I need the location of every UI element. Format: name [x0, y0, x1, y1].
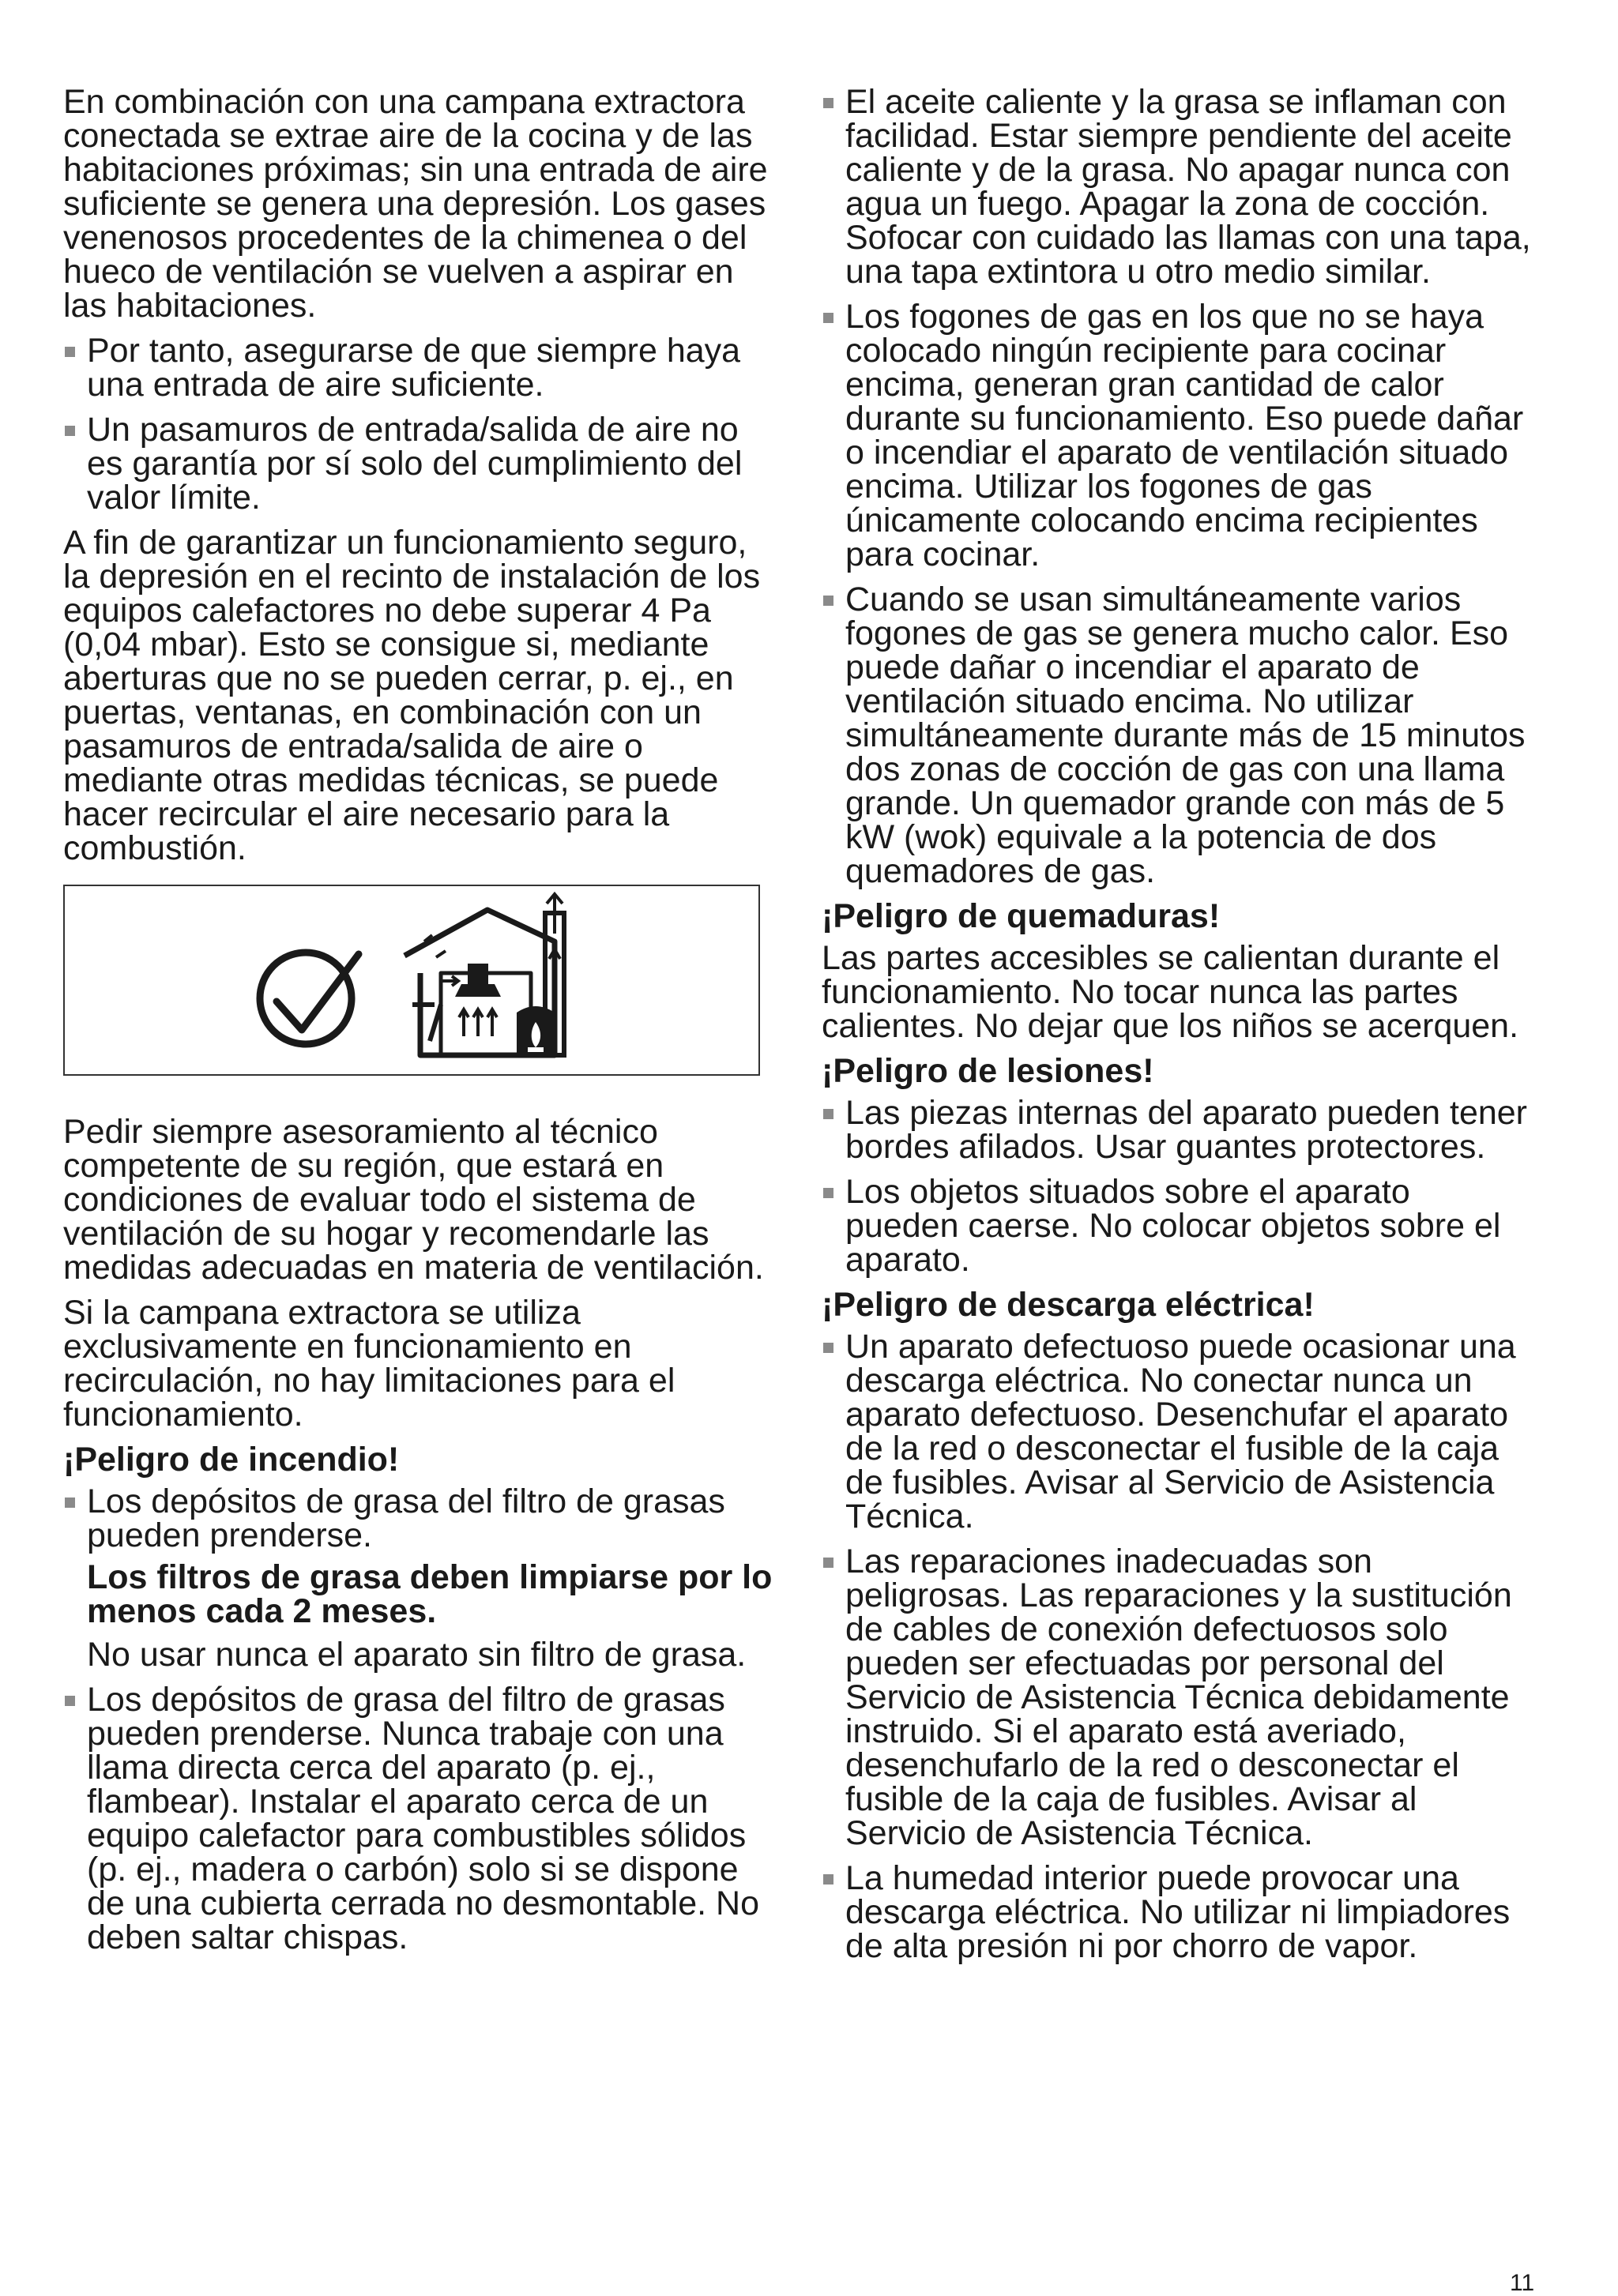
list-item [63, 1482, 774, 1674]
list-item: Los depósitos de grasa del filtro de grasas pueden prenderse. Nunca trabaje con una llama directa cerca del aparato (p. ej., flambear). Instalar el aparato cerca de un equipo calefactor para combustibles sólidos (p. ej., madera o carbón) solo si se dispone de una cubierta cerrada no desmontable. No deben saltar chispas. [63, 1683, 774, 1955]
left-column [63, 85, 774, 1966]
fire-list [63, 1482, 774, 1956]
electric-shock-heading: ¡Peligro de descarga eléctrica! [822, 1286, 1315, 1324]
grease-filter-note: Los filtros de grasa deben limpiarse por lo menos cada 2 meses. [87, 1558, 773, 1630]
list-item: El aceite caliente y la grasa se inflaman con facilidad. Estar siempre pendiente del aceite caliente y de la grasa. No apagar nunca con agua un fuego. Apagar la zona de cocción. Sofocar con cuidado las llamas con una tapa, una tapa extintora u otro medio similar. [822, 85, 1533, 289]
house-ventilation-diagram [65, 886, 762, 1077]
list-item: Los objetos situados sobre el aparato pueden caerse. No colocar objetos sobre el aparato. [822, 1175, 1533, 1277]
recirculation-paragraph: Si la campana extractora se utiliza exclusivamente en funcionamiento en recirculación, no hay limitaciones para el funcionamiento. [63, 1294, 675, 1434]
list-item-text: Los depósitos de grasa del filtro de grasas pueden prenderse. [87, 1482, 725, 1554]
electric-shock-list [822, 1330, 1533, 1963]
right-column [822, 85, 1533, 1975]
list-item: Por tanto, asegurarse de que siempre haya una entrada de aire suficiente. [63, 334, 774, 402]
door-opening-icon [412, 1005, 441, 1041]
ventilation-illustration [63, 885, 760, 1076]
list-item: Un pasamuros de entrada/salida de aire no es garantía por sí solo del cumplimiento del valor límite. [63, 413, 774, 515]
pressure-paragraph: A fin de garantizar un funcionamiento seguro, la depresión en el recinto de instalación de los equipos calefactores no debe superar 4 Pa (0,04 mbar). Esto se consigue si, mediante aberturas que no se pueden cerrar, p. ej., en puertas, ventanas, en combinación con un pasamuros de entrada/salida de aire o mediante otras medidas técnicas, se puede hacer recircular el aire necesario para la combustión. [63, 524, 761, 867]
grease-filter-subnote: No usar nunca el aparato sin filtro de grasa. [87, 1636, 747, 1674]
list-item: La humedad interior puede provocar una descarga eléctrica. No utilizar ni limpiadores de alta presión ni por chorro de vapor. [822, 1862, 1533, 1963]
hood-icon [455, 964, 501, 997]
list-item: Cuando se usan simultáneamente varios fogones de gas se genera mucho calor. Eso puede dañar o incendiar el aparato de ventilación situado encima. No utilizar simultáneamente durante más de 15 minutos dos zonas de cocción de gas con una llama grande. Un quemador grande con más de 5 kW (wok) equivale a la potencia de dos quemadores de gas. [822, 583, 1533, 889]
burn-paragraph: Las partes accesibles se calientan durante el funcionamiento. No tocar nunca las partes calientes. No dejar que los niños se acerquen. [822, 939, 1519, 1045]
stove-icon [517, 1006, 555, 1054]
list-item: Las piezas internas del aparato pueden tener bordes afilados. Usar guantes protectores. [822, 1096, 1533, 1164]
checkmark-icon [260, 953, 359, 1044]
injury-list [822, 1096, 1533, 1277]
list-item: Los fogones de gas en los que no se haya colocado ningún recipiente para cocinar encima, generan gran cantidad de calor durante su funcionamiento. Eso puede dañar o incendiar el aparato de ventilación situado encima. Utilizar los fogones de gas únicamente colocando encima recipientes para cocinar. [822, 300, 1533, 572]
air-supply-list [63, 334, 774, 515]
fire-continued-list [822, 85, 1533, 889]
list-item: Las reparaciones inadecuadas son peligrosas. Las reparaciones y la sustitución de cables de conexión defectuosos solo pueden ser efectuadas por personal del Servicio de Asistencia Técnica debidamente instruido. Si el aparato está averiado, desenchufarlo de la red o desconectar el fusible de la caja de fusibles. Avisar al Servicio de Asistencia Técnica. [822, 1545, 1533, 1851]
page-number: 11 [1510, 2270, 1535, 2296]
fire-danger-heading: ¡Peligro de incendio! [63, 1441, 400, 1479]
injury-danger-heading: ¡Peligro de lesiones! [822, 1052, 1154, 1090]
advice-paragraph: Pedir siempre asesoramiento al técnico competente de su región, que estará en condiciones de evaluar todo el sistema de ventilación de su hogar y recomendarle las medidas adecuadas en materia de ventilación. [63, 1113, 764, 1287]
burn-danger-heading: ¡Peligro de quemaduras! [822, 897, 1221, 935]
list-item: Un aparato defectuoso puede ocasionar una descarga eléctrica. No conectar nunca un aparato defectuoso. Desenchufar el aparato de la red o desconectar el fusible de la caja de fusibles. Avisar al Servicio de Asistencia Técnica. [822, 1330, 1533, 1534]
intro-paragraph: En combinación con una campana extractora conectada se extrae aire de la cocina y de las habitaciones próximas; sin una entrada de aire suficiente se genera una depresión. Los gases venenosos procedentes de la chimenea o del hueco de ventilación se vuelven a aspirar en las habitaciones. [63, 83, 768, 325]
